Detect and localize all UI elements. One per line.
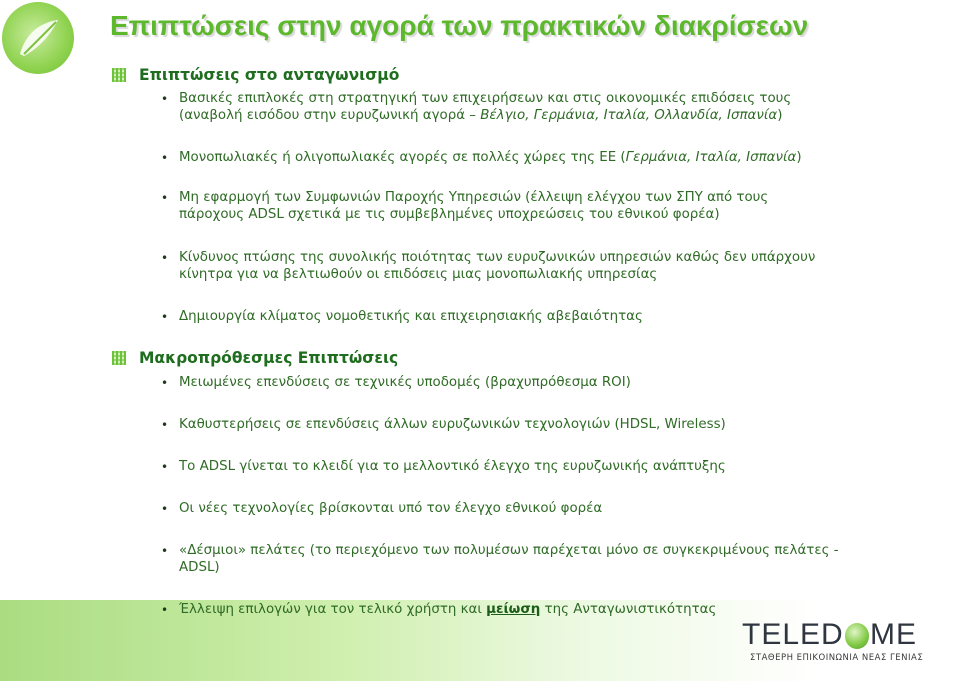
section-heading-long-term xyxy=(112,349,398,367)
item-text-end: της Ανταγωνιστικότητας xyxy=(540,602,717,617)
item-countries: Γερμάνια, Ιταλία, Ισπανία xyxy=(625,150,797,165)
leaf-icon xyxy=(2,2,74,74)
item-text: Βασικές επιπλοκές στη στρατηγική των επιχειρήσεων και στις οικονομικές επιδόσεις τους (αναβολή εισόδου στην ευρυζωνική αγορά – xyxy=(179,91,792,123)
logo-wordmark xyxy=(742,619,917,651)
item-text-end: ) xyxy=(777,107,783,123)
item-text-end: ) xyxy=(796,150,802,165)
bullet-icon: • xyxy=(161,151,169,165)
item-text: Το ADSL γίνεται το κλειδί για το μελλοντικό έλεγχο της ευρυζωνικής ανάπτυξης xyxy=(179,459,726,474)
list-item xyxy=(161,602,921,619)
globe-icon xyxy=(845,623,869,649)
list-item xyxy=(161,459,921,476)
bullet-icon: • xyxy=(161,460,169,474)
bullet-icon: • xyxy=(161,251,169,265)
list-item xyxy=(161,501,921,518)
slide-title: Επιπτώσεις στην αγορά των πρακτικών διακρίσεων xyxy=(110,10,809,41)
logo-tagline: ΣΤΑΘΕΡΗ ΕΠΙΚΟΙΝΩΝΙΑ ΝΕΑΣ ΓΕΝΙΑΣ xyxy=(750,653,924,663)
item-text: Μειωμένες επενδύσεις σε τεχνικές υποδομές (βραχυπρόθεσμα ROI) xyxy=(179,375,631,390)
decorative-circle-logo xyxy=(2,2,74,74)
item-text: Έλλειψη επιλογών για τον τελικό χρήστη και xyxy=(179,602,487,617)
bullet-icon: • xyxy=(161,92,169,106)
list-item xyxy=(161,417,921,434)
list-item xyxy=(161,250,921,283)
bullet-icon: • xyxy=(161,310,169,324)
section-heading-text: Επιπτώσεις στο ανταγωνισμό xyxy=(139,66,400,84)
list-item xyxy=(161,543,921,576)
item-text: Κίνδυνος πτώσης της συνολικής ποιότητας των ευρυζωνικών υπηρεσιών καθώς δεν υπάρχουν κίνητρα για να βελτιωθούν οι επιδόσεις μιας μονοπωλιακής υπηρεσίας xyxy=(179,250,816,282)
bullet-icon: • xyxy=(161,502,169,516)
list-item xyxy=(161,91,921,124)
square-bullet-icon xyxy=(112,351,126,365)
section-heading-competition xyxy=(112,66,399,84)
teledome-logo xyxy=(742,618,924,671)
item-text: Δημιουργία κλίματος νομοθετικής και επιχειρησιακής αβεβαιότητας xyxy=(179,309,643,324)
item-text: «Δέσμιοι» πελάτες (το περιεχόμενο των πολυμέσων παρέχεται μόνο σε συγκεκριμένους πελάτες - ADSL) xyxy=(179,543,839,575)
list-item xyxy=(161,309,921,326)
list-item xyxy=(161,150,921,167)
item-text: Μη εφαρμογή των Συμφωνιών Παροχής Υπηρεσιών (έλλειψη ελέγχου των ΣΠΥ από τους πάροχους ADSL σχετικά με τις συμβεβλημένες υποχρεώσεις του εθνικού φορέα) xyxy=(179,190,769,222)
logo-wordmark-right: ME xyxy=(870,618,917,651)
bullet-icon: • xyxy=(161,191,169,205)
bullet-icon: • xyxy=(161,376,169,390)
item-emphasis: μείωση xyxy=(486,602,541,617)
list-item xyxy=(161,190,921,223)
list-item xyxy=(161,375,921,392)
bullet-icon: • xyxy=(161,544,169,558)
item-countries: Βέλγιο, Γερμάνια, Ιταλία, Ολλανδία, Ισπανία xyxy=(480,107,778,123)
item-text: Καθυστερήσεις σε επενδύσεις άλλων ευρυζωνικών τεχνολογιών (HDSL, Wireless) xyxy=(179,417,726,432)
square-bullet-icon xyxy=(112,68,126,82)
item-text: Μονοπωλιακές ή ολιγοπωλιακές αγορές σε πολλές χώρες της ΕΕ ( xyxy=(179,150,626,165)
item-text: Οι νέες τεχνολογίες βρίσκονται υπό τον έλεγχο εθνικού φορέα xyxy=(179,501,603,516)
bullet-icon: • xyxy=(161,603,169,617)
bullet-icon: • xyxy=(161,418,169,432)
logo-wordmark-left: TELED xyxy=(742,618,844,651)
section-heading-text: Μακροπρόθεσμες Επιπτώσεις xyxy=(139,349,399,367)
